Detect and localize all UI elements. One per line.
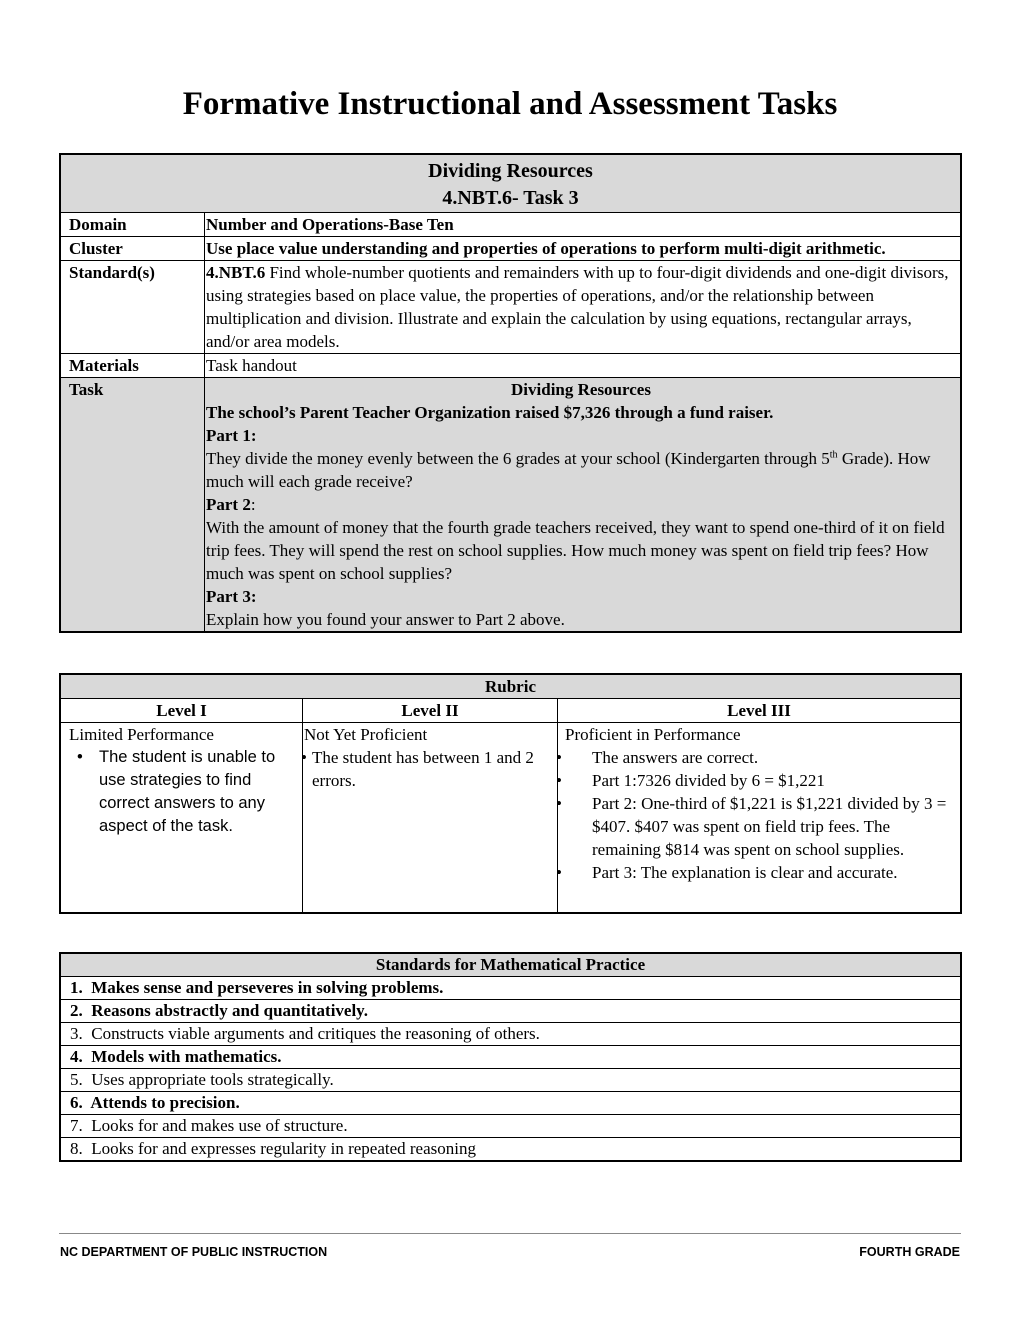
task-intro: The school’s Parent Teacher Organization raised $7,326 through a fund raiser. [206, 403, 774, 422]
materials-value: Task handout [205, 354, 962, 378]
list-item: • The answers are correct. [556, 748, 759, 767]
footer-grade: FOURTH GRADE [859, 1245, 960, 1259]
part1-label: Part 1: [206, 426, 257, 445]
level-1-descriptor: Limited Performance [69, 725, 214, 744]
smp-item: 4. Models with mathematics. [60, 1046, 961, 1069]
bullet-icon: • [556, 863, 562, 882]
task-body [205, 378, 962, 633]
task-heading-title: Dividing Resources [428, 160, 593, 182]
list-item: • Part 3: The explanation is clear and accurate. [556, 863, 898, 882]
footer-divider [59, 1233, 961, 1234]
part3-text: Explain how you found your answer to Part 2 above. [206, 610, 565, 629]
smp-item: 3. Constructs viable arguments and critiques the reasoning of others. [60, 1023, 961, 1046]
smp-item: 7. Looks for and makes use of structure. [60, 1115, 961, 1138]
rubric-level-1: Level I [60, 699, 303, 723]
footer-department: NC DEPARTMENT OF PUBLIC INSTRUCTION [60, 1245, 328, 1259]
list-item: • Part 1:7326 divided by 6 = $1,221 [556, 771, 825, 790]
standards-text: Find whole-number quotients and remainders with up to four-digit dividends and one-digit divisors, using strategies based on place value, the properties of operations, and/or the relationship between multiplication and division. Illustrate and explain the calculation by using equations, rectangular arrays, and/or area models. [206, 263, 949, 351]
page-title: Formative Instructional and Assessment Tasks [182, 86, 838, 122]
smp-item: 2. Reasons abstractly and quantitatively. [60, 1000, 961, 1023]
smp-title: Standards for Mathematical Practice [60, 953, 961, 977]
rubric-level-2-cell [303, 723, 558, 913]
standards-value [205, 261, 962, 354]
bullet-icon: • [77, 748, 83, 766]
cluster-value: Use place value understanding and properties of operations to perform multi-digit arithmetic. [205, 237, 962, 261]
part1-text: They divide the money evenly between the 6 grades at your school (Kindergarten through 5th Grade). How much will each grade receive? [206, 449, 931, 491]
rubric-table [59, 673, 962, 914]
smp-item: 8. Looks for and expresses regularity in repeated reasoning [60, 1138, 961, 1162]
domain-value: Number and Operations-Base Ten [205, 213, 962, 237]
level-3-descriptor: Proficient in Performance [565, 725, 741, 744]
standards-code: 4.NBT.6 [206, 263, 266, 282]
list-item: • The student is unable to use strategies to find correct answers to any aspect of the task. [77, 748, 276, 835]
bullet-icon: • [556, 748, 562, 767]
list-item: • The student has between 1 and 2 errors. [301, 748, 534, 790]
level-2-list [301, 746, 557, 792]
task-label: Task [60, 378, 205, 633]
domain-label: Domain [60, 213, 205, 237]
level-1-list [69, 746, 302, 838]
level-3-list [556, 746, 960, 884]
task-table [59, 153, 962, 633]
rubric-level-3: Level III [558, 699, 962, 723]
part2-text: With the amount of money that the fourth grade teachers received, they want to spend one-third of it on field trip fees. They will spend the rest on school supplies. How much money was spent on field trip fees? How much was spent on school supplies? [206, 518, 945, 583]
bullet-icon: • [556, 794, 562, 813]
rubric-level-1-cell [60, 723, 303, 913]
part2-label: Part 2: [206, 495, 256, 514]
rubric-level-3-cell [558, 723, 962, 913]
bullet-icon: • [301, 748, 307, 767]
rubric-title: Rubric [60, 674, 961, 699]
smp-table [59, 952, 962, 1162]
smp-item: 1. Makes sense and perseveres in solving problems. [60, 977, 961, 1000]
smp-item: 6. Attends to precision. [60, 1092, 961, 1115]
task-body-title: Dividing Resources [511, 380, 651, 399]
level-2-descriptor: Not Yet Proficient [304, 725, 428, 744]
materials-label: Materials [60, 354, 205, 378]
cluster-label: Cluster [60, 237, 205, 261]
task-heading [60, 154, 961, 213]
rubric-level-2: Level II [303, 699, 558, 723]
task-heading-code: 4.NBT.6- Task 3 [442, 187, 579, 209]
bullet-icon: • [556, 771, 562, 790]
smp-item: 5. Uses appropriate tools strategically. [60, 1069, 961, 1092]
standards-label: Standard(s) [60, 261, 205, 354]
list-item: • Part 2: One-third of $1,221 is $1,221 divided by 3 = $407. $407 was spent on field trip fees. The remaining $814 was spent on school supplies. [556, 794, 947, 859]
part3-label: Part 3: [206, 587, 257, 606]
